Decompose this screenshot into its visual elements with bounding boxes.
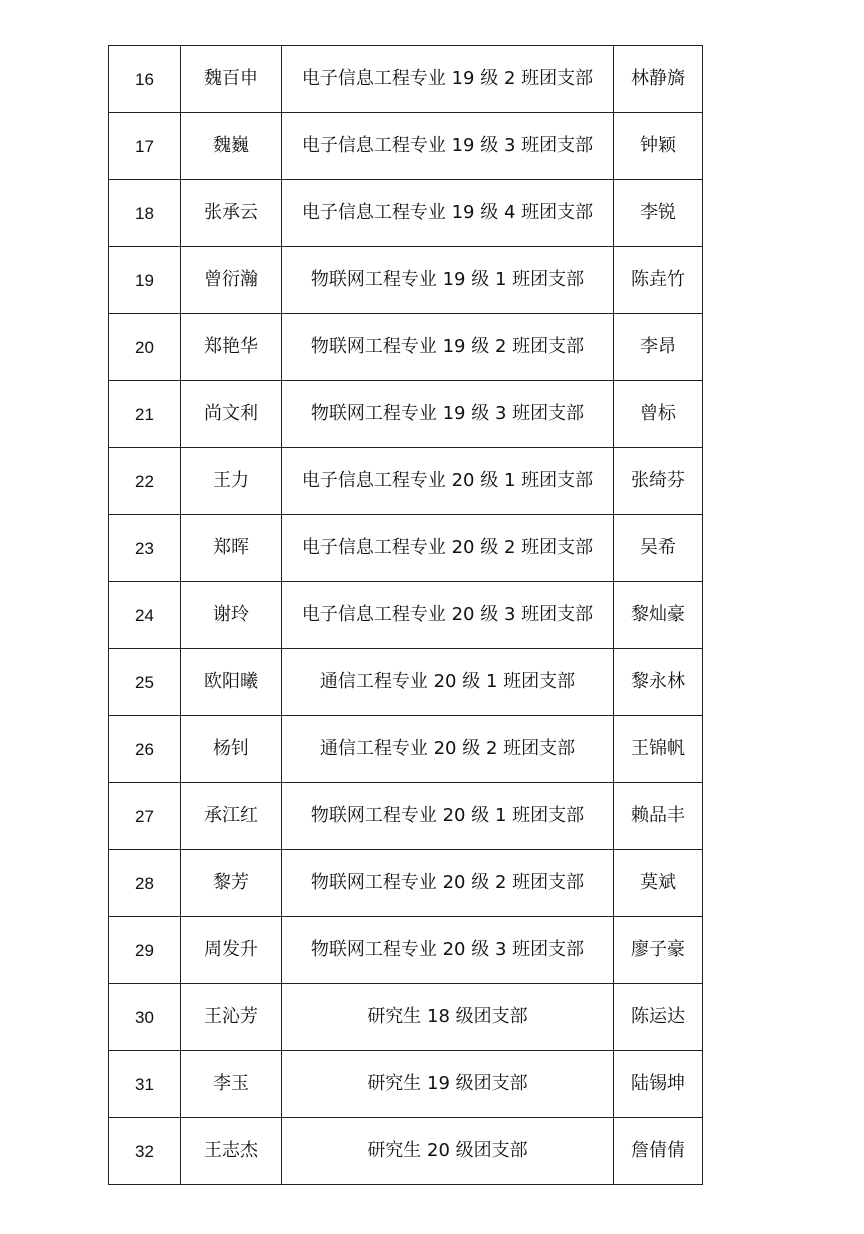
branch-name: 电子信息工程专业 19 级 3 班团支部 bbox=[282, 113, 614, 180]
table-row bbox=[109, 180, 703, 247]
row-number: 22 bbox=[109, 448, 181, 515]
member-name: 黎芳 bbox=[181, 850, 282, 917]
row-number: 30 bbox=[109, 984, 181, 1051]
row-number: 31 bbox=[109, 1051, 181, 1118]
table-row bbox=[109, 448, 703, 515]
table-row bbox=[109, 582, 703, 649]
table-row bbox=[109, 247, 703, 314]
branch-name: 电子信息工程专业 19 级 4 班团支部 bbox=[282, 180, 614, 247]
table-row bbox=[109, 850, 703, 917]
table-row bbox=[109, 917, 703, 984]
member-name: 杨钊 bbox=[181, 716, 282, 783]
secretary-name: 黎永林 bbox=[614, 649, 703, 716]
member-name: 王志杰 bbox=[181, 1118, 282, 1185]
row-number: 16 bbox=[109, 46, 181, 113]
row-number: 28 bbox=[109, 850, 181, 917]
table-row bbox=[109, 113, 703, 180]
member-name: 王沁芳 bbox=[181, 984, 282, 1051]
roster-table-body bbox=[109, 46, 703, 1185]
row-number: 25 bbox=[109, 649, 181, 716]
table-row bbox=[109, 783, 703, 850]
member-name: 曾衍瀚 bbox=[181, 247, 282, 314]
member-name: 李玉 bbox=[181, 1051, 282, 1118]
member-name: 张承云 bbox=[181, 180, 282, 247]
secretary-name: 李昂 bbox=[614, 314, 703, 381]
member-name: 王力 bbox=[181, 448, 282, 515]
row-number: 29 bbox=[109, 917, 181, 984]
branch-name: 物联网工程专业 20 级 2 班团支部 bbox=[282, 850, 614, 917]
row-number: 27 bbox=[109, 783, 181, 850]
table-row bbox=[109, 1051, 703, 1118]
branch-name: 物联网工程专业 19 级 3 班团支部 bbox=[282, 381, 614, 448]
secretary-name: 詹倩倩 bbox=[614, 1118, 703, 1185]
member-name: 欧阳曦 bbox=[181, 649, 282, 716]
member-name: 魏巍 bbox=[181, 113, 282, 180]
table-row bbox=[109, 716, 703, 783]
secretary-name: 黎灿豪 bbox=[614, 582, 703, 649]
secretary-name: 张绮芬 bbox=[614, 448, 703, 515]
branch-name: 电子信息工程专业 20 级 3 班团支部 bbox=[282, 582, 614, 649]
row-number: 18 bbox=[109, 180, 181, 247]
branch-name: 物联网工程专业 20 级 3 班团支部 bbox=[282, 917, 614, 984]
secretary-name: 王锦帆 bbox=[614, 716, 703, 783]
row-number: 32 bbox=[109, 1118, 181, 1185]
secretary-name: 吴希 bbox=[614, 515, 703, 582]
branch-name: 电子信息工程专业 19 级 2 班团支部 bbox=[282, 46, 614, 113]
member-name: 郑晖 bbox=[181, 515, 282, 582]
table-row bbox=[109, 381, 703, 448]
member-name: 周发升 bbox=[181, 917, 282, 984]
row-number: 19 bbox=[109, 247, 181, 314]
row-number: 23 bbox=[109, 515, 181, 582]
secretary-name: 林静旖 bbox=[614, 46, 703, 113]
secretary-name: 赖品丰 bbox=[614, 783, 703, 850]
row-number: 17 bbox=[109, 113, 181, 180]
member-name: 郑艳华 bbox=[181, 314, 282, 381]
row-number: 20 bbox=[109, 314, 181, 381]
secretary-name: 钟颖 bbox=[614, 113, 703, 180]
secretary-name: 陈运达 bbox=[614, 984, 703, 1051]
member-name: 谢玲 bbox=[181, 582, 282, 649]
row-number: 26 bbox=[109, 716, 181, 783]
branch-name: 研究生 18 级团支部 bbox=[282, 984, 614, 1051]
member-name: 尚文利 bbox=[181, 381, 282, 448]
branch-name: 通信工程专业 20 级 2 班团支部 bbox=[282, 716, 614, 783]
table-row bbox=[109, 649, 703, 716]
table-row bbox=[109, 1118, 703, 1185]
secretary-name: 陆锡坤 bbox=[614, 1051, 703, 1118]
row-number: 21 bbox=[109, 381, 181, 448]
branch-name: 物联网工程专业 20 级 1 班团支部 bbox=[282, 783, 614, 850]
branch-name: 研究生 19 级团支部 bbox=[282, 1051, 614, 1118]
branch-name: 通信工程专业 20 级 1 班团支部 bbox=[282, 649, 614, 716]
table-row bbox=[109, 515, 703, 582]
secretary-name: 莫斌 bbox=[614, 850, 703, 917]
roster-table bbox=[108, 45, 703, 1185]
row-number: 24 bbox=[109, 582, 181, 649]
secretary-name: 曾标 bbox=[614, 381, 703, 448]
secretary-name: 李锐 bbox=[614, 180, 703, 247]
member-name: 承江红 bbox=[181, 783, 282, 850]
branch-name: 物联网工程专业 19 级 2 班团支部 bbox=[282, 314, 614, 381]
branch-name: 电子信息工程专业 20 级 1 班团支部 bbox=[282, 448, 614, 515]
table-row bbox=[109, 314, 703, 381]
branch-name: 研究生 20 级团支部 bbox=[282, 1118, 614, 1185]
table-row bbox=[109, 46, 703, 113]
member-name: 魏百申 bbox=[181, 46, 282, 113]
secretary-name: 廖子豪 bbox=[614, 917, 703, 984]
branch-name: 电子信息工程专业 20 级 2 班团支部 bbox=[282, 515, 614, 582]
branch-name: 物联网工程专业 19 级 1 班团支部 bbox=[282, 247, 614, 314]
table-row bbox=[109, 984, 703, 1051]
secretary-name: 陈垚竹 bbox=[614, 247, 703, 314]
